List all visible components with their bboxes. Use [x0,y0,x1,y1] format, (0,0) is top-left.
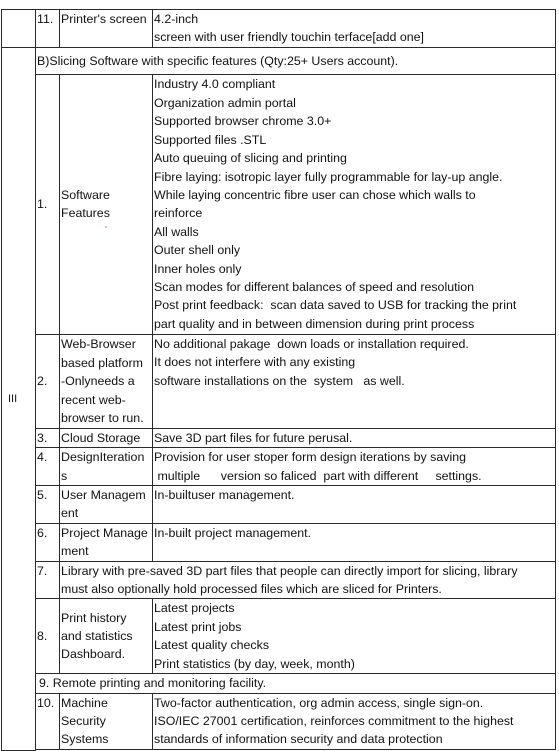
row-label [60,448,153,486]
value-line: Latest quality checks [154,638,270,653]
row-value [153,693,556,749]
value-line: While laying concentric fibre user can chose which walls to [154,187,476,202]
value-line: reinforce [154,206,203,221]
label-line: Project Manage [61,525,148,540]
value-line: standards of information security and data protection [154,732,443,747]
value-line: Inner holes only [154,261,242,276]
label-line: based platform [61,355,143,370]
table-row-library [2,561,556,599]
row-value [36,674,556,693]
value-line: Supported files .STL [154,132,267,147]
label-line: Dashboard. [61,647,126,662]
row-label [60,693,153,749]
value-line: Outer shell only [154,243,241,258]
value-line: Latest print jobs [154,619,242,634]
row-label: Cloud Storage [60,428,153,447]
table-row-design-iterations [2,448,556,486]
row-number: 8. [36,599,60,674]
table-row-remote-printing [2,674,556,693]
label-line: -Onlyneeds a [61,374,135,389]
row-value [153,74,556,334]
row-value [153,599,556,674]
row-value [153,10,556,48]
row-number: 1. [36,74,60,334]
row-label [60,486,153,524]
row-number: 11. [36,10,60,48]
table-row-print-history [2,599,556,674]
value-line: screen with user friendly touchin terface[add one] [154,30,424,45]
scan-artifact-dot [105,226,107,228]
value-line: Organization admin portal [154,95,296,110]
section-heading-row [2,47,556,74]
row-label [60,523,153,561]
table-row-user-management [2,486,556,524]
row-label: Printer's screen [60,10,153,48]
table-row-printers-screen [2,10,556,48]
section-number: III [2,47,36,750]
value-line: part quality and in between dimension during print process [154,316,475,331]
row-number: 4. [36,448,60,486]
table-row-cloud-storage [2,428,556,447]
row-number: 6. [36,523,60,561]
value-line: Scan modes for different balances of speed and resolution [154,279,475,294]
label-line: Print history [61,610,127,625]
label-line: and statistics [61,629,133,644]
value-line: Two-factor authentication, org admin access, single sign-on. [154,695,484,710]
value-line: multiple version so faliced part with different settings. [154,468,482,483]
value-line: All walls [154,224,199,239]
label-line: Security [61,713,106,728]
row-number: 2. [36,334,60,428]
row-value: In-built project management. [153,523,556,561]
row-value [60,561,556,599]
value-line: Auto queuing of slicing and printing [154,151,347,166]
value-line: must also optionally hold processed files which are sliced for Printers. [61,582,442,597]
row-number: 7. [36,561,60,599]
row-number: 5. [36,486,60,524]
row-label [60,334,153,428]
label-line: browser to run. [61,410,144,425]
value-line: Supported browser chrome 3.0+ [154,114,332,129]
value-line: Industry 4.0 compliant [154,77,276,92]
label-line: ent [61,506,79,521]
spec-table [1,9,556,751]
value-line: Library with pre-saved 3D part files that people can directly import for slicing, library [61,563,518,578]
value-line: Latest projects [154,601,235,616]
value-line: Fibre laying: isotropic layer fully programmable for lay-up angle. [154,169,503,184]
value-line: software installations on the system as well. [154,373,405,388]
row-number: 9. [39,676,50,691]
row-value: In-builtuser management. [153,486,556,524]
row-value [153,334,556,428]
row-label [60,74,153,334]
label-line: Features [61,206,110,221]
label-line: User Managem [61,488,146,503]
label-line: DesignIteration [61,450,145,465]
table-row-machine-security [2,693,556,749]
section-heading: B)Slicing Software with specific features (Qty:25+ Users account). [36,47,556,74]
row-number: 10. [36,693,60,749]
label-line: Web-Browser [61,337,136,352]
label-line: ment [61,544,89,559]
label-line: Systems [61,732,109,747]
section-cell-empty-top [2,10,36,48]
value-line: 4.2-inch [154,12,199,26]
label-line: recent web- [61,392,126,407]
label-line: s [61,468,68,483]
row-value [153,448,556,486]
table-row-project-management [2,523,556,561]
table-row-web-browser [2,334,556,428]
row-label [60,599,153,674]
value-line: Post print feedback: scan data saved to USB for tracking the print [154,298,517,313]
row-value: Save 3D part files for future perusal. [153,428,556,447]
row-number: 3. [36,428,60,447]
label-line: Software [61,187,110,202]
value-line: ISO/IEC 27001 certification, reinforces commitment to the highest [154,713,514,728]
value-line: No additional pakage down loads or installation required. [154,336,469,351]
row-text: Remote printing and monitoring facility. [52,676,267,691]
table-row-software-features [2,74,556,334]
value-line: Provision for user stoper form design iterations by saving [154,450,466,465]
value-line: It does not interfere with any existing [154,355,356,370]
value-line: Print statistics (by day, week, month) [154,656,355,671]
label-line: Machine [61,695,108,710]
